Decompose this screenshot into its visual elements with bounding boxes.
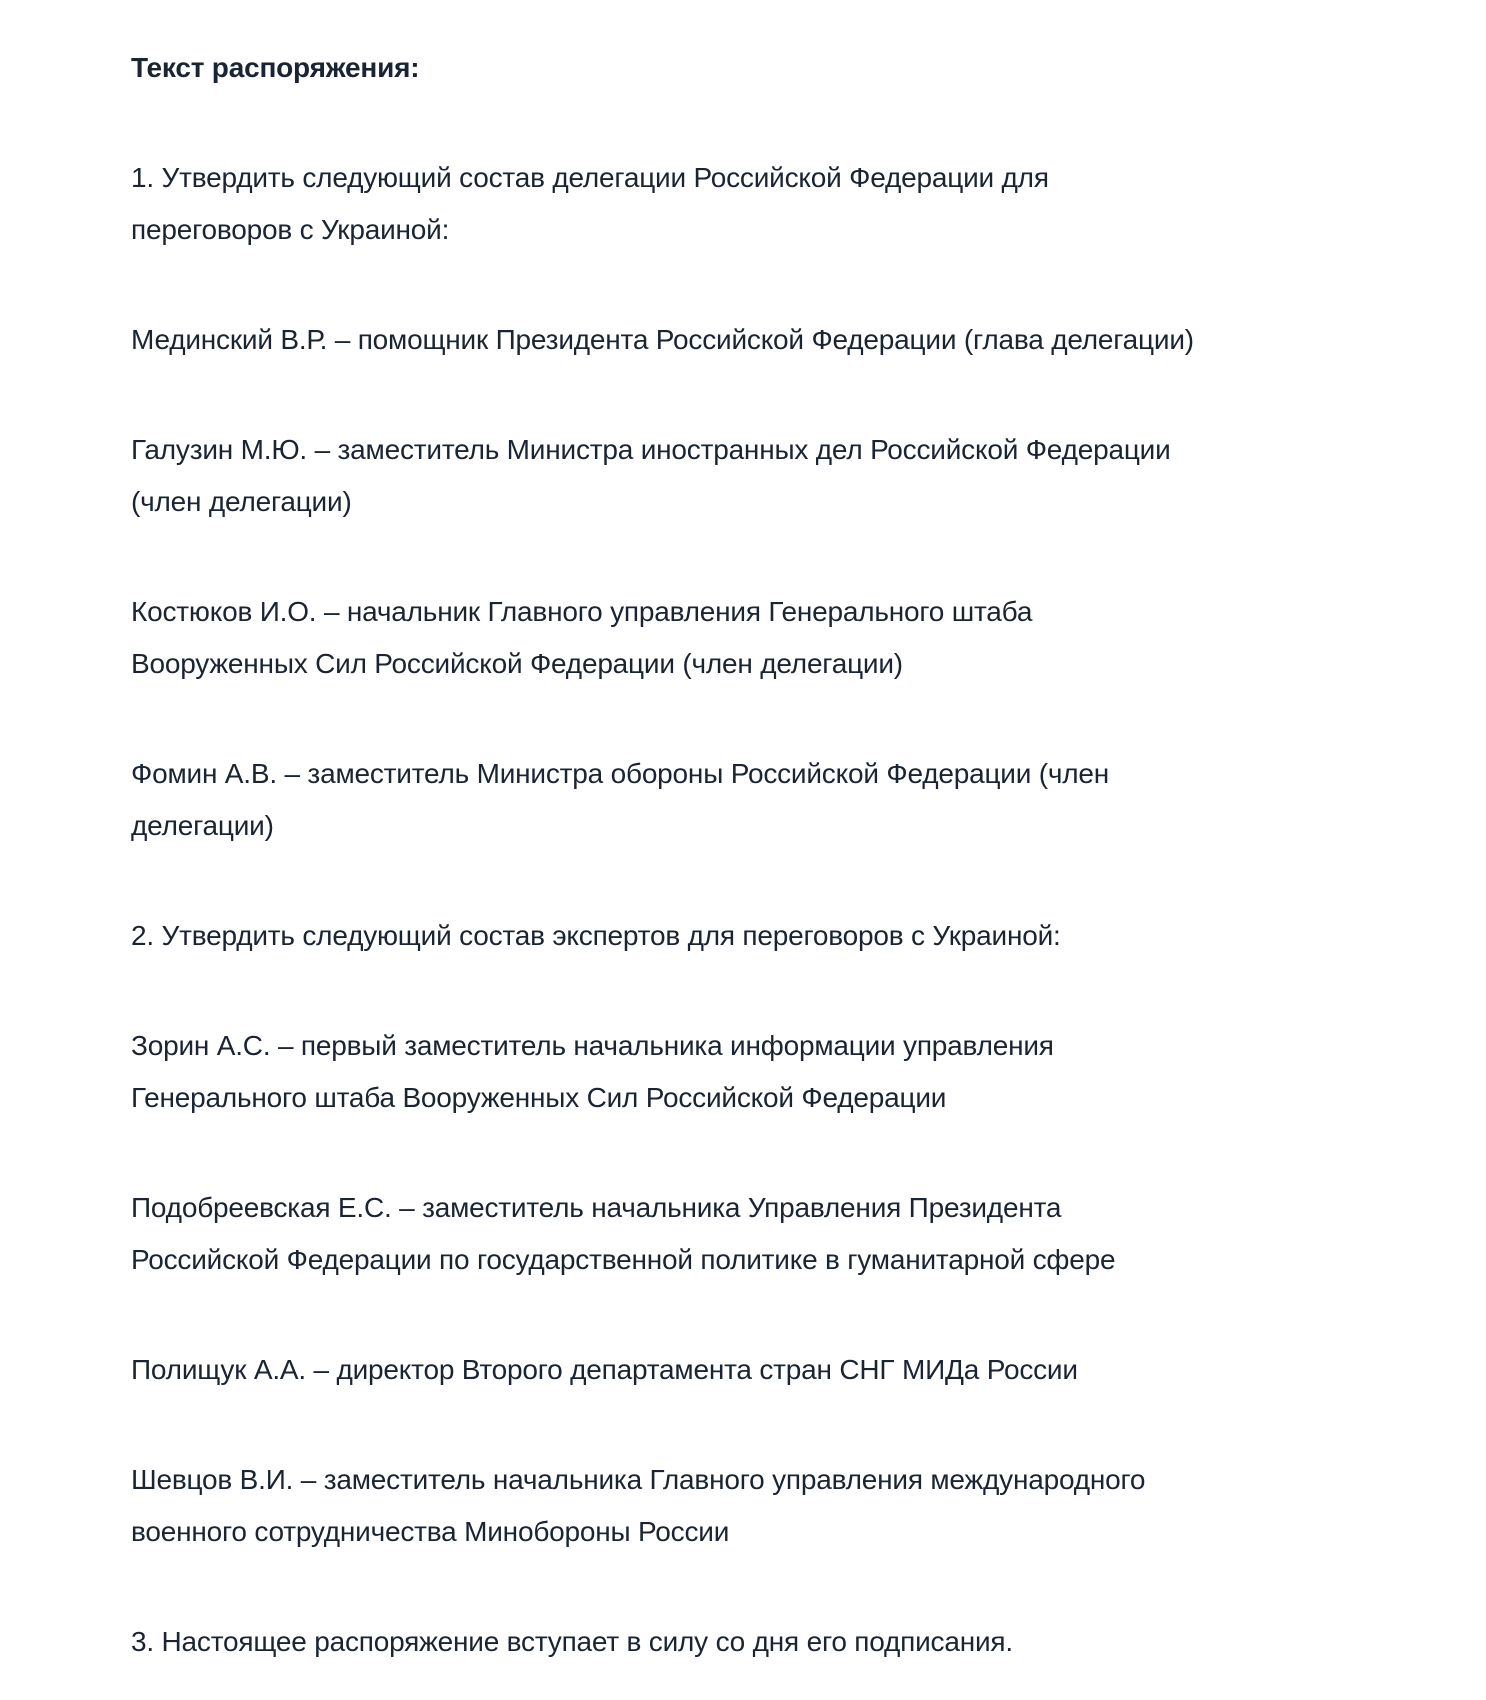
text-line: Костюков И.О. – начальник Главного управления Генерального штаба: [131, 596, 1033, 627]
text-line: Галузин М.Ю. – заместитель Министра иностранных дел Российской Федерации: [131, 434, 1171, 465]
paragraph-expert-polishchuk: [131, 1344, 1426, 1396]
text-line: 1. Утвердить следующий состав делегации Российской Федерации для: [131, 162, 1049, 193]
paragraph-expert-shevtsov: [131, 1454, 1426, 1558]
paragraph-expert-zorin: [131, 1020, 1426, 1124]
paragraph-member-medinsky: [131, 314, 1426, 366]
text-line: военного сотрудничества Минобороны России: [131, 1516, 730, 1547]
text-line: 2. Утвердить следующий состав экспертов для переговоров с Украиной:: [131, 920, 1061, 951]
text-line: делегации): [131, 810, 274, 841]
paragraph-point-2-intro: [131, 910, 1426, 962]
paragraph-point-1-intro: [131, 152, 1426, 256]
text-line: Зорин А.С. – первый заместитель начальника информации управления: [131, 1030, 1054, 1061]
text-line: Мединский В.Р. – помощник Президента Российской Федерации (глава делегации): [131, 324, 1194, 355]
text-line: Генерального штаба Вооруженных Сил Российской Федерации: [131, 1082, 947, 1113]
text-line: Фомин А.В. – заместитель Министра обороны Российской Федерации (член: [131, 758, 1110, 789]
text-line: Полищук А.А. – директор Второго департамента стран СНГ МИДа России: [131, 1354, 1078, 1385]
text-line: Российской Федерации по государственной политике в гуманитарной сфере: [131, 1244, 1116, 1275]
paragraph-point-3: [131, 1616, 1426, 1668]
document-title: Текст распоряжения:: [131, 52, 420, 83]
text-line: переговоров с Украиной:: [131, 214, 450, 245]
text-line: Подобреевская Е.С. – заместитель начальника Управления Президента: [131, 1192, 1062, 1223]
text-line: 3. Настоящее распоряжение вступает в силу со дня его подписания.: [131, 1626, 1013, 1657]
paragraph-member-kostyukov: [131, 586, 1426, 690]
paragraph-member-galuzin: [131, 424, 1426, 528]
text-line: Шевцов В.И. – заместитель начальника Главного управления международного: [131, 1464, 1146, 1495]
text-line: (член делегации): [131, 486, 352, 517]
paragraph-expert-podobreevskaya: [131, 1182, 1426, 1286]
paragraph-member-fomin: [131, 748, 1426, 852]
text-line: Вооруженных Сил Российской Федерации (член делегации): [131, 648, 903, 679]
